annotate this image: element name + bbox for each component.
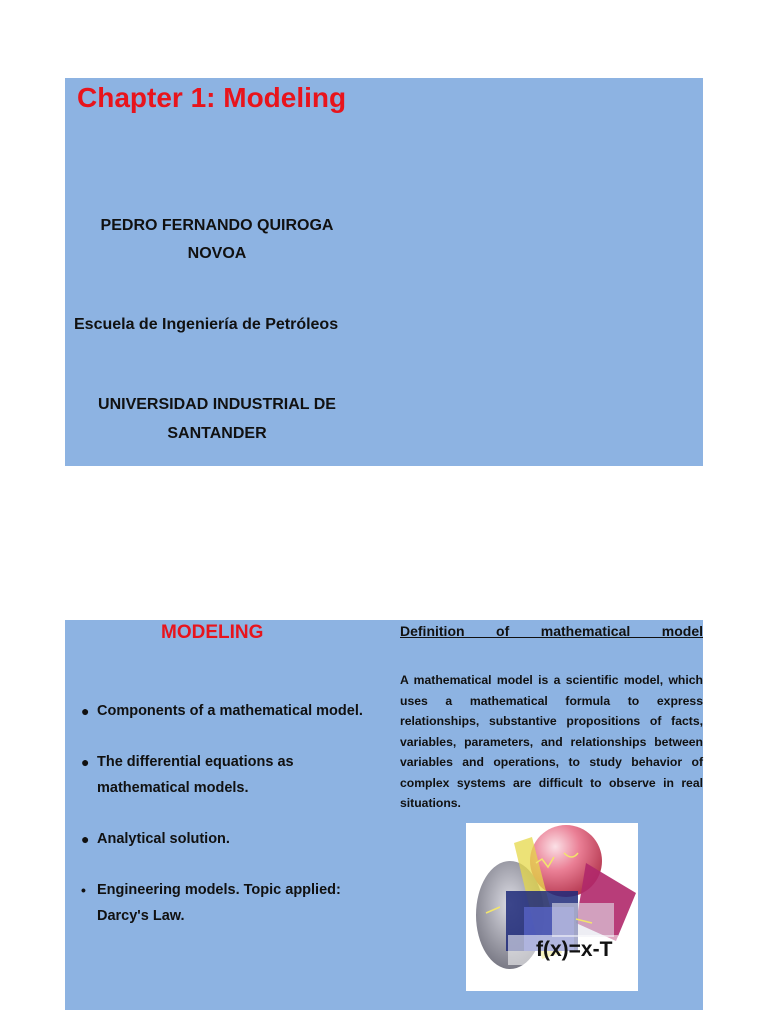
author-name-line-1: PEDRO FERNANDO QUIROGA [100,217,334,234]
topic-list [79,698,369,929]
topic-text: Components of a mathematical model. [97,703,363,719]
chapter-title: Chapter 1: Modeling [77,82,347,113]
university-name [65,390,369,448]
definition-text: A mathematical model is a scientific model, which uses a mathematical formula to express relationships, substantive propositions of facts, variables, parameters, and relationships between variables and operations, to study behavior of complex systems are difficult to observe in real situations. [400,673,703,810]
topic-text: The differential equations as mathematical models. [97,754,294,796]
topic-item [79,698,369,724]
university-line-1: UNIVERSIDAD INDUSTRIAL DE [98,396,336,413]
topic-text: Analytical solution. [97,831,230,847]
math-collage-graphic [466,823,638,991]
author-name [65,212,369,268]
topic-item [79,877,369,929]
university-line-2: SANTANDER [167,425,267,442]
formula-text: f(x)=x-T [536,938,613,961]
author-name-line-2: NOVOA [187,245,247,262]
bullet-icon: • [81,882,86,898]
title-slide [65,78,703,466]
modeling-heading: MODELING [161,622,264,643]
topic-text: Engineering models. Topic applied: Darcy's Law. [97,882,341,924]
definition-title: Definition of mathematical model [400,623,703,639]
topic-item [79,826,369,852]
bullet-icon: ● [81,831,90,847]
school-name: Escuela de Ingeniería de Petróleos [74,316,339,333]
topic-item [79,749,369,801]
math-collage-image [466,823,638,991]
bullet-icon: ● [81,754,90,770]
modeling-slide [65,620,703,1010]
bullet-icon: ● [81,703,90,719]
